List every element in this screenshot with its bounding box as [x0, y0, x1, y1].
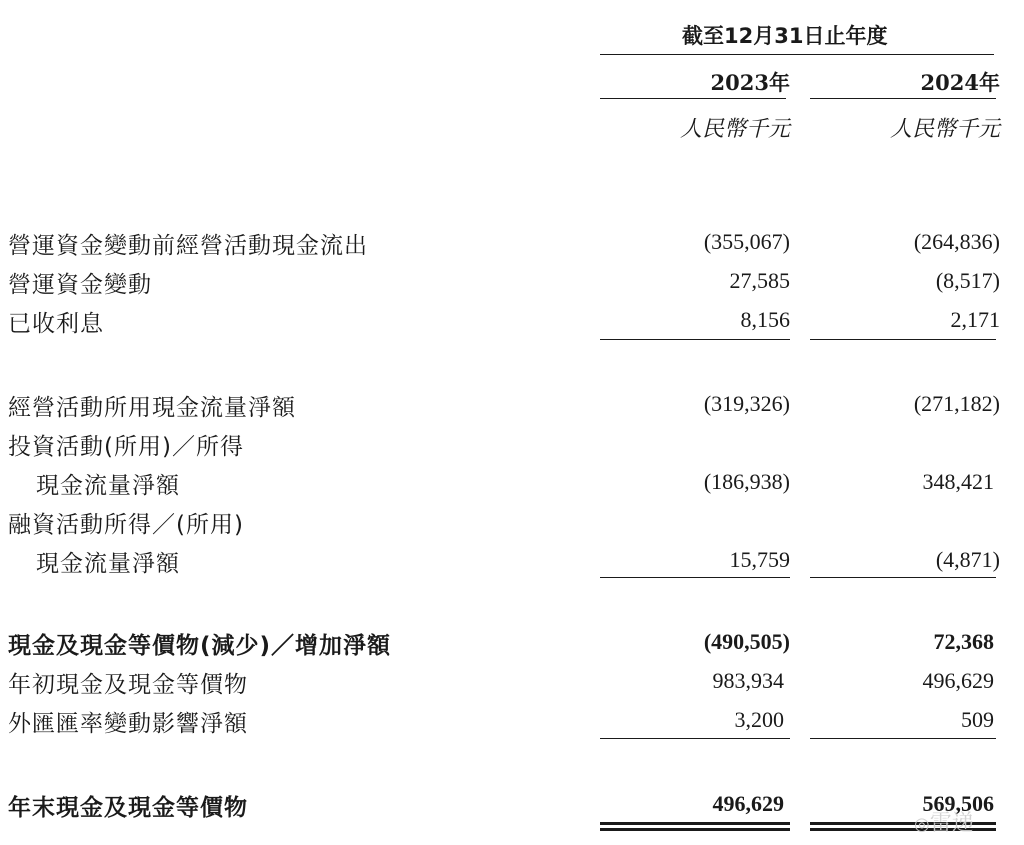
- subtotal-rule-2023: [600, 339, 790, 340]
- row-value-2024: 509: [961, 707, 994, 732]
- row-label: 現金及現金等價物(減少)／增加淨額: [8, 633, 392, 659]
- row-label: 融資活動所得／(所用): [8, 512, 244, 538]
- row-value-2024: (4,871): [935, 547, 1000, 572]
- row-label: 已收利息: [8, 311, 104, 337]
- row-value-2024: 348,421: [922, 469, 994, 494]
- row-value-2024: 496,629: [922, 668, 994, 693]
- weibo-icon: ◎: [914, 814, 930, 835]
- row-label: 投資活動(所用)／所得: [8, 434, 244, 460]
- row-value-2024: 2,171: [950, 307, 1000, 332]
- row-value-2024: (264,836): [913, 229, 1000, 254]
- subtotal-rule-2023: [600, 738, 790, 739]
- watermark-text: 雷递: [929, 811, 974, 836]
- period-header: 截至12月31日止年度: [682, 24, 888, 48]
- row-value-2023: 983,934: [712, 668, 784, 693]
- unit-2023: 人民幣千元: [679, 117, 790, 142]
- total-rule-2023-bottom: [600, 828, 790, 831]
- total-rule-2023-top: [600, 822, 790, 825]
- row-label: 外匯匯率變動影響淨額: [8, 711, 248, 737]
- header-rule: [600, 54, 994, 55]
- subtotal-rule-2024: [810, 738, 996, 739]
- year-rule-2023: [600, 98, 786, 99]
- total-value-2023: 496,629: [712, 791, 784, 816]
- watermark: [914, 806, 974, 837]
- row-value-2023: (490,505): [703, 629, 790, 654]
- row-value-2023: (319,326): [703, 391, 790, 416]
- row-value-2023: (186,938): [703, 469, 790, 494]
- row-value-2024: 72,368: [933, 629, 994, 654]
- row-label: 年初現金及現金等價物: [8, 672, 248, 698]
- year-rule-2024: [810, 98, 996, 99]
- total-label: 年末現金及現金等價物: [8, 795, 248, 821]
- subtotal-rule-2024: [810, 339, 996, 340]
- row-label: 營運資金變動前經營活動現金流出: [8, 233, 368, 259]
- row-label: 現金流量淨額: [36, 473, 180, 499]
- subtotal-rule-2023: [600, 577, 790, 578]
- row-value-2024: (8,517): [935, 268, 1000, 293]
- row-value-2023: 15,759: [729, 547, 790, 572]
- row-value-2024: (271,182): [913, 391, 1000, 416]
- row-value-2023: 27,585: [729, 268, 790, 293]
- row-value-2023: 3,200: [734, 707, 784, 732]
- row-label: 營運資金變動: [8, 272, 152, 298]
- unit-2024: 人民幣千元: [889, 117, 1000, 142]
- row-label: 經營活動所用現金流量淨額: [8, 395, 296, 421]
- total-value-2024: 569,506: [922, 791, 994, 816]
- year-2024-header: 2024年: [920, 70, 1000, 95]
- row-value-2023: (355,067): [703, 229, 790, 254]
- subtotal-rule-2024: [810, 577, 996, 578]
- year-2023-header: 2023年: [710, 70, 790, 95]
- row-value-2023: 8,156: [740, 307, 790, 332]
- row-label: 現金流量淨額: [36, 551, 180, 577]
